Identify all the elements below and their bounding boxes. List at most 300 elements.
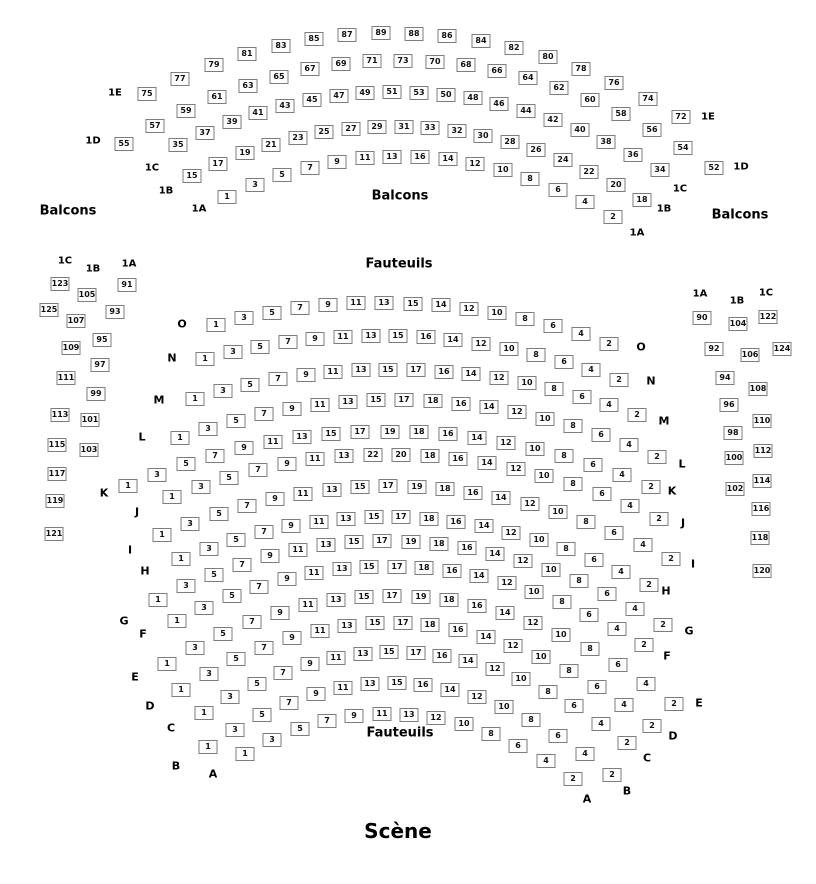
seat-A-13[interactable]: 13 (400, 708, 419, 722)
seat-1C-43[interactable]: 43 (276, 99, 295, 113)
seat-N-4[interactable]: 4 (582, 363, 601, 377)
seat-O-12[interactable]: 12 (460, 302, 479, 316)
seat-E-13[interactable]: 13 (327, 593, 346, 607)
seat-1B-15[interactable]: 15 (183, 169, 202, 183)
seat-G-13[interactable]: 13 (317, 538, 336, 552)
seat-C-17[interactable]: 17 (407, 646, 426, 660)
seat-M-3[interactable]: 3 (214, 384, 233, 398)
seat-1B-30[interactable]: 30 (474, 129, 493, 143)
seat-A-2[interactable]: 2 (564, 772, 583, 786)
seat-L-14[interactable]: 14 (480, 400, 499, 414)
seat-C-5[interactable]: 5 (248, 677, 267, 691)
seat-D-14[interactable]: 14 (477, 630, 496, 644)
seat-I-16[interactable]: 16 (464, 486, 483, 500)
seat-B-15[interactable]: 15 (388, 676, 407, 690)
seat-K-16[interactable]: 16 (439, 427, 458, 441)
seat-right-1B-114[interactable]: 114 (753, 474, 772, 488)
seat-1D-66[interactable]: 66 (488, 64, 507, 78)
seat-F-14[interactable]: 14 (470, 569, 489, 583)
seat-J-4[interactable]: 4 (621, 499, 640, 513)
seat-G-5[interactable]: 5 (205, 568, 224, 582)
seat-E-10[interactable]: 10 (552, 628, 571, 642)
seat-B-13[interactable]: 13 (361, 677, 380, 691)
seat-B-9[interactable]: 9 (307, 687, 326, 701)
seat-I-7[interactable]: 7 (238, 499, 257, 513)
seat-1E-74[interactable]: 74 (639, 92, 658, 106)
seat-K-6[interactable]: 6 (584, 458, 603, 472)
seat-E-9[interactable]: 9 (271, 606, 290, 620)
seat-1C-38[interactable]: 38 (597, 135, 616, 149)
seat-1D-52[interactable]: 52 (705, 161, 724, 175)
seat-1E-76[interactable]: 76 (605, 76, 624, 90)
seat-D-3[interactable]: 3 (200, 667, 219, 681)
seat-right-1B-106[interactable]: 106 (741, 348, 760, 362)
seat-C-9[interactable]: 9 (301, 657, 320, 671)
seat-M-17[interactable]: 17 (407, 363, 426, 377)
seat-E-8[interactable]: 8 (581, 642, 600, 656)
seat-N-1[interactable]: 1 (196, 352, 215, 366)
seat-G-15[interactable]: 15 (345, 535, 364, 549)
seat-F-5[interactable]: 5 (223, 589, 242, 603)
seat-K-2[interactable]: 2 (642, 480, 661, 494)
seat-K-9[interactable]: 9 (235, 441, 254, 455)
seat-L-4[interactable]: 4 (620, 438, 639, 452)
seat-J-10[interactable]: 10 (535, 469, 554, 483)
seat-E-18[interactable]: 18 (440, 593, 459, 607)
seat-G-17[interactable]: 17 (373, 534, 392, 548)
seat-N-13[interactable]: 13 (362, 329, 381, 343)
seat-G-10[interactable]: 10 (542, 563, 561, 577)
seat-left-1A-93[interactable]: 93 (106, 305, 125, 319)
seat-B-3[interactable]: 3 (226, 723, 245, 737)
seat-L-12[interactable]: 12 (508, 405, 527, 419)
seat-1E-87[interactable]: 87 (338, 28, 357, 42)
seat-L-1[interactable]: 1 (171, 431, 190, 445)
seat-L-18[interactable]: 18 (424, 394, 443, 408)
seat-left-1B-109[interactable]: 109 (62, 341, 81, 355)
seat-K-15[interactable]: 15 (322, 427, 341, 441)
seat-M-11[interactable]: 11 (324, 365, 343, 379)
seat-H-9[interactable]: 9 (282, 519, 301, 533)
seat-1B-21[interactable]: 21 (262, 138, 281, 152)
seat-1E-78[interactable]: 78 (572, 62, 591, 76)
seat-C-15[interactable]: 15 (380, 645, 399, 659)
seat-C-2[interactable]: 2 (618, 736, 637, 750)
seat-right-1B-112[interactable]: 112 (754, 444, 773, 458)
seat-O-14[interactable]: 14 (432, 298, 451, 312)
seat-E-2[interactable]: 2 (665, 697, 684, 711)
seat-1A-12[interactable]: 12 (466, 157, 485, 171)
seat-K-14[interactable]: 14 (468, 431, 487, 445)
seat-G-4[interactable]: 4 (626, 602, 645, 616)
seat-K-7[interactable]: 7 (206, 449, 225, 463)
seat-H-5[interactable]: 5 (227, 533, 246, 547)
seat-left-1B-121[interactable]: 121 (45, 527, 64, 541)
seat-1D-56[interactable]: 56 (643, 123, 662, 137)
seat-B-10[interactable]: 10 (495, 700, 514, 714)
seat-G-16[interactable]: 16 (458, 541, 477, 555)
seat-L-15[interactable]: 15 (367, 393, 386, 407)
seat-1A-16[interactable]: 16 (411, 150, 430, 164)
seat-1D-60[interactable]: 60 (581, 93, 600, 107)
seat-1C-41[interactable]: 41 (249, 106, 268, 120)
seat-L-2[interactable]: 2 (648, 450, 667, 464)
seat-O-10[interactable]: 10 (488, 306, 507, 320)
seat-1D-64[interactable]: 64 (519, 71, 538, 85)
seat-G-12[interactable]: 12 (514, 554, 533, 568)
seat-C-10[interactable]: 10 (512, 672, 531, 686)
seat-F-7[interactable]: 7 (250, 580, 269, 594)
seat-L-17[interactable]: 17 (395, 393, 414, 407)
seat-left-1C-123[interactable]: 123 (51, 277, 70, 291)
seat-1A-11[interactable]: 11 (356, 151, 375, 165)
seat-I-12[interactable]: 12 (521, 497, 540, 511)
seat-1B-17[interactable]: 17 (209, 157, 228, 171)
seat-1A-9[interactable]: 9 (328, 155, 347, 169)
seat-1D-59[interactable]: 59 (177, 104, 196, 118)
seat-H-3[interactable]: 3 (200, 542, 219, 556)
seat-G-18[interactable]: 18 (430, 537, 449, 551)
seat-1A-10[interactable]: 10 (494, 163, 513, 177)
seat-A-4[interactable]: 4 (537, 754, 556, 768)
seat-1E-86[interactable]: 86 (438, 29, 457, 43)
seat-I-9[interactable]: 9 (266, 492, 285, 506)
seat-G-14[interactable]: 14 (486, 547, 505, 561)
seat-N-5[interactable]: 5 (251, 340, 270, 354)
seat-H-18[interactable]: 18 (420, 512, 439, 526)
seat-C-13[interactable]: 13 (354, 647, 373, 661)
seat-M-5[interactable]: 5 (241, 378, 260, 392)
seat-1A-1[interactable]: 1 (218, 190, 237, 204)
seat-K-19[interactable]: 19 (381, 425, 400, 439)
seat-N-2[interactable]: 2 (610, 373, 629, 387)
seat-J-13[interactable]: 13 (335, 449, 354, 463)
seat-1B-23[interactable]: 23 (289, 131, 308, 145)
seat-B-7[interactable]: 7 (280, 696, 299, 710)
seat-A-11[interactable]: 11 (373, 707, 392, 721)
seat-A-7[interactable]: 7 (318, 714, 337, 728)
seat-1C-51[interactable]: 51 (383, 85, 402, 99)
seat-N-11[interactable]: 11 (334, 330, 353, 344)
seat-J-6[interactable]: 6 (593, 487, 612, 501)
seat-I-3[interactable]: 3 (181, 517, 200, 531)
seat-1E-81[interactable]: 81 (238, 47, 257, 61)
seat-1C-53[interactable]: 53 (410, 86, 429, 100)
seat-J-18[interactable]: 18 (421, 449, 440, 463)
seat-L-7[interactable]: 7 (255, 407, 274, 421)
seat-right-1A-100[interactable]: 100 (725, 451, 744, 465)
seat-I-1[interactable]: 1 (153, 528, 172, 542)
seat-D-5[interactable]: 5 (227, 652, 246, 666)
seat-A-6[interactable]: 6 (509, 739, 528, 753)
seat-K-10[interactable]: 10 (526, 442, 545, 456)
seat-K-1[interactable]: 1 (119, 479, 138, 493)
seat-G-2[interactable]: 2 (654, 618, 673, 632)
seat-A-3[interactable]: 3 (263, 733, 282, 747)
seat-1D-69[interactable]: 69 (332, 57, 351, 71)
seat-O-2[interactable]: 2 (600, 337, 619, 351)
seat-D-9[interactable]: 9 (283, 631, 302, 645)
seat-J-3[interactable]: 3 (192, 480, 211, 494)
seat-C-8[interactable]: 8 (539, 685, 558, 699)
seat-1E-85[interactable]: 85 (305, 32, 324, 46)
seat-A-1[interactable]: 1 (236, 747, 255, 761)
seat-F-17[interactable]: 17 (388, 560, 407, 574)
seat-right-1A-96[interactable]: 96 (720, 398, 739, 412)
seat-M-14[interactable]: 14 (462, 367, 481, 381)
seat-D-17[interactable]: 17 (394, 616, 413, 630)
seat-left-1B-113[interactable]: 113 (51, 408, 70, 422)
seat-left-1B-119[interactable]: 119 (46, 494, 65, 508)
seat-left-1C-125[interactable]: 125 (40, 303, 59, 317)
seat-1D-61[interactable]: 61 (208, 90, 227, 104)
seat-H-10[interactable]: 10 (530, 533, 549, 547)
seat-K-11[interactable]: 11 (264, 435, 283, 449)
seat-H-12[interactable]: 12 (502, 526, 521, 540)
seat-J-16[interactable]: 16 (449, 452, 468, 466)
seat-J-22[interactable]: 22 (364, 448, 383, 462)
seat-A-10[interactable]: 10 (455, 717, 474, 731)
seat-L-16[interactable]: 16 (452, 397, 471, 411)
seat-1C-40[interactable]: 40 (571, 123, 590, 137)
seat-L-10[interactable]: 10 (536, 412, 555, 426)
seat-B-1[interactable]: 1 (199, 740, 218, 754)
seat-right-1B-110[interactable]: 110 (753, 414, 772, 428)
seat-L-6[interactable]: 6 (592, 428, 611, 442)
seat-I-10[interactable]: 10 (549, 505, 568, 519)
seat-G-8[interactable]: 8 (570, 574, 589, 588)
seat-N-8[interactable]: 8 (527, 348, 546, 362)
seat-L-3[interactable]: 3 (199, 422, 218, 436)
seat-1A-2[interactable]: 2 (604, 210, 623, 224)
seat-L-11[interactable]: 11 (311, 398, 330, 412)
seat-D-8[interactable]: 8 (560, 664, 579, 678)
seat-N-16[interactable]: 16 (417, 330, 436, 344)
seat-1B-28[interactable]: 28 (501, 135, 520, 149)
seat-A-5[interactable]: 5 (291, 722, 310, 736)
seat-right-1A-92[interactable]: 92 (705, 342, 724, 356)
seat-1D-65[interactable]: 65 (270, 70, 289, 84)
seat-D-13[interactable]: 13 (338, 619, 357, 633)
seat-1C-37[interactable]: 37 (196, 126, 215, 140)
seat-O-15[interactable]: 15 (404, 297, 423, 311)
seat-E-3[interactable]: 3 (186, 641, 205, 655)
seat-J-7[interactable]: 7 (249, 463, 268, 477)
seat-N-9[interactable]: 9 (306, 332, 325, 346)
seat-K-13[interactable]: 13 (293, 430, 312, 444)
seat-H-4[interactable]: 4 (612, 565, 631, 579)
seat-left-1B-105[interactable]: 105 (78, 288, 97, 302)
seat-C-12[interactable]: 12 (486, 662, 505, 676)
seat-1C-49[interactable]: 49 (356, 86, 375, 100)
seat-F-2[interactable]: 2 (635, 638, 654, 652)
seat-B-14[interactable]: 14 (441, 683, 460, 697)
seat-O-3[interactable]: 3 (235, 311, 254, 325)
seat-M-8[interactable]: 8 (545, 382, 564, 396)
seat-1E-72[interactable]: 72 (672, 110, 691, 124)
seat-I-4[interactable]: 4 (634, 538, 653, 552)
seat-right-1A-94[interactable]: 94 (716, 371, 735, 385)
seat-E-4[interactable]: 4 (637, 677, 656, 691)
seat-1B-33[interactable]: 33 (421, 121, 440, 135)
seat-I-17[interactable]: 17 (379, 479, 398, 493)
seat-1D-70[interactable]: 70 (426, 55, 445, 69)
seat-D-18[interactable]: 18 (421, 618, 440, 632)
seat-right-1A-98[interactable]: 98 (724, 426, 743, 440)
seat-1D-68[interactable]: 68 (457, 58, 476, 72)
seat-H-16[interactable]: 16 (447, 515, 466, 529)
seat-D-16[interactable]: 16 (449, 623, 468, 637)
seat-D-10[interactable]: 10 (532, 650, 551, 664)
seat-left-1A-95[interactable]: 95 (93, 333, 112, 347)
seat-1A-6[interactable]: 6 (549, 183, 568, 197)
seat-B-16[interactable]: 16 (414, 678, 433, 692)
seat-I-18[interactable]: 18 (436, 482, 455, 496)
seat-K-18[interactable]: 18 (410, 425, 429, 439)
seat-1E-80[interactable]: 80 (539, 50, 558, 64)
seat-D-4[interactable]: 4 (615, 698, 634, 712)
seat-1C-34[interactable]: 34 (651, 163, 670, 177)
seat-I-19[interactable]: 19 (408, 480, 427, 494)
seat-1B-32[interactable]: 32 (448, 124, 467, 138)
seat-E-1[interactable]: 1 (158, 657, 177, 671)
seat-1B-22[interactable]: 22 (580, 165, 599, 179)
seat-H-6[interactable]: 6 (585, 553, 604, 567)
seat-N-6[interactable]: 6 (555, 355, 574, 369)
seat-N-14[interactable]: 14 (444, 333, 463, 347)
seat-B-8[interactable]: 8 (522, 713, 541, 727)
seat-M-4[interactable]: 4 (600, 398, 619, 412)
seat-right-1B-104[interactable]: 104 (729, 317, 748, 331)
seat-I-6[interactable]: 6 (605, 526, 624, 540)
seat-right-1B-108[interactable]: 108 (749, 382, 768, 396)
seat-left-1A-91[interactable]: 91 (118, 278, 137, 292)
seat-O-7[interactable]: 7 (291, 301, 310, 315)
seat-E-12[interactable]: 12 (524, 616, 543, 630)
seat-G-7[interactable]: 7 (233, 558, 252, 572)
seat-right-1A-102[interactable]: 102 (726, 482, 745, 496)
seat-1E-77[interactable]: 77 (171, 72, 190, 86)
seat-1C-48[interactable]: 48 (464, 91, 483, 105)
seat-O-9[interactable]: 9 (319, 298, 338, 312)
seat-D-12[interactable]: 12 (504, 639, 523, 653)
seat-J-11[interactable]: 11 (306, 452, 325, 466)
seat-I-14[interactable]: 14 (492, 491, 511, 505)
seat-A-9[interactable]: 9 (345, 709, 364, 723)
seat-C-6[interactable]: 6 (565, 699, 584, 713)
seat-1C-45[interactable]: 45 (303, 93, 322, 107)
seat-1C-42[interactable]: 42 (544, 113, 563, 127)
seat-1B-26[interactable]: 26 (527, 143, 546, 157)
seat-D-2[interactable]: 2 (643, 719, 662, 733)
seat-1D-67[interactable]: 67 (301, 62, 320, 76)
seat-H-13[interactable]: 13 (337, 512, 356, 526)
seat-F-16[interactable]: 16 (443, 564, 462, 578)
seat-1A-4[interactable]: 4 (576, 195, 595, 209)
seat-I-15[interactable]: 15 (351, 480, 370, 494)
seat-1D-73[interactable]: 73 (394, 54, 413, 68)
seat-1C-44[interactable]: 44 (517, 104, 536, 118)
seat-I-11[interactable]: 11 (294, 487, 313, 501)
seat-1C-50[interactable]: 50 (437, 88, 456, 102)
seat-right-1C-122[interactable]: 122 (759, 310, 778, 324)
seat-F-8[interactable]: 8 (553, 595, 572, 609)
seat-J-14[interactable]: 14 (478, 456, 497, 470)
seat-K-3[interactable]: 3 (148, 468, 167, 482)
seat-M-1[interactable]: 1 (186, 392, 205, 406)
seat-H-8[interactable]: 8 (557, 542, 576, 556)
seat-I-5[interactable]: 5 (210, 507, 229, 521)
seat-C-1[interactable]: 1 (195, 706, 214, 720)
seat-N-10[interactable]: 10 (500, 342, 519, 356)
seat-1A-7[interactable]: 7 (301, 161, 320, 175)
seat-M-16[interactable]: 16 (435, 365, 454, 379)
seat-right-1B-118[interactable]: 118 (751, 531, 770, 545)
seat-F-6[interactable]: 6 (580, 608, 599, 622)
seat-1C-35[interactable]: 35 (169, 138, 188, 152)
seat-right-1B-116[interactable]: 116 (752, 502, 771, 516)
seat-M-13[interactable]: 13 (352, 363, 371, 377)
seat-F-1[interactable]: 1 (168, 614, 187, 628)
seat-K-12[interactable]: 12 (497, 436, 516, 450)
seat-G-1[interactable]: 1 (149, 593, 168, 607)
seat-N-15[interactable]: 15 (389, 329, 408, 343)
seat-J-2[interactable]: 2 (650, 512, 669, 526)
seat-J-5[interactable]: 5 (220, 471, 239, 485)
seat-1D-54[interactable]: 54 (674, 141, 693, 155)
seat-H-1[interactable]: 1 (172, 552, 191, 566)
seat-J-12[interactable]: 12 (507, 462, 526, 476)
seat-D-1[interactable]: 1 (172, 683, 191, 697)
seat-C-4[interactable]: 4 (592, 717, 611, 731)
seat-O-8[interactable]: 8 (516, 312, 535, 326)
seat-H-2[interactable]: 2 (640, 578, 659, 592)
seat-1E-75[interactable]: 75 (138, 87, 157, 101)
seat-left-1A-101[interactable]: 101 (81, 413, 100, 427)
seat-H-15[interactable]: 15 (365, 510, 384, 524)
seat-H-17[interactable]: 17 (392, 510, 411, 524)
seat-1E-83[interactable]: 83 (272, 39, 291, 53)
seat-C-14[interactable]: 14 (459, 654, 478, 668)
seat-F-15[interactable]: 15 (360, 560, 379, 574)
seat-C-3[interactable]: 3 (221, 690, 240, 704)
seat-left-1B-117[interactable]: 117 (48, 467, 67, 481)
seat-E-11[interactable]: 11 (299, 598, 318, 612)
seat-1E-82[interactable]: 82 (505, 41, 524, 55)
seat-M-9[interactable]: 9 (297, 368, 316, 382)
seat-J-1[interactable]: 1 (163, 490, 182, 504)
seat-F-9[interactable]: 9 (278, 572, 297, 586)
seat-left-1A-103[interactable]: 103 (80, 443, 99, 457)
seat-F-10[interactable]: 10 (525, 585, 544, 599)
seat-E-6[interactable]: 6 (609, 658, 628, 672)
seat-M-6[interactable]: 6 (573, 390, 592, 404)
seat-F-4[interactable]: 4 (608, 622, 627, 636)
seat-C-11[interactable]: 11 (327, 651, 346, 665)
seat-right-1A-90[interactable]: 90 (693, 311, 712, 325)
seat-E-14[interactable]: 14 (496, 606, 515, 620)
seat-left-1B-115[interactable]: 115 (48, 438, 67, 452)
seat-G-19[interactable]: 19 (402, 535, 421, 549)
seat-C-7[interactable]: 7 (274, 666, 293, 680)
seat-1A-13[interactable]: 13 (383, 150, 402, 164)
seat-1B-18[interactable]: 18 (633, 193, 652, 207)
seat-1C-39[interactable]: 39 (223, 115, 242, 129)
seat-E-5[interactable]: 5 (214, 627, 233, 641)
seat-D-11[interactable]: 11 (311, 624, 330, 638)
seat-B-11[interactable]: 11 (334, 681, 353, 695)
seat-L-13[interactable]: 13 (339, 395, 358, 409)
